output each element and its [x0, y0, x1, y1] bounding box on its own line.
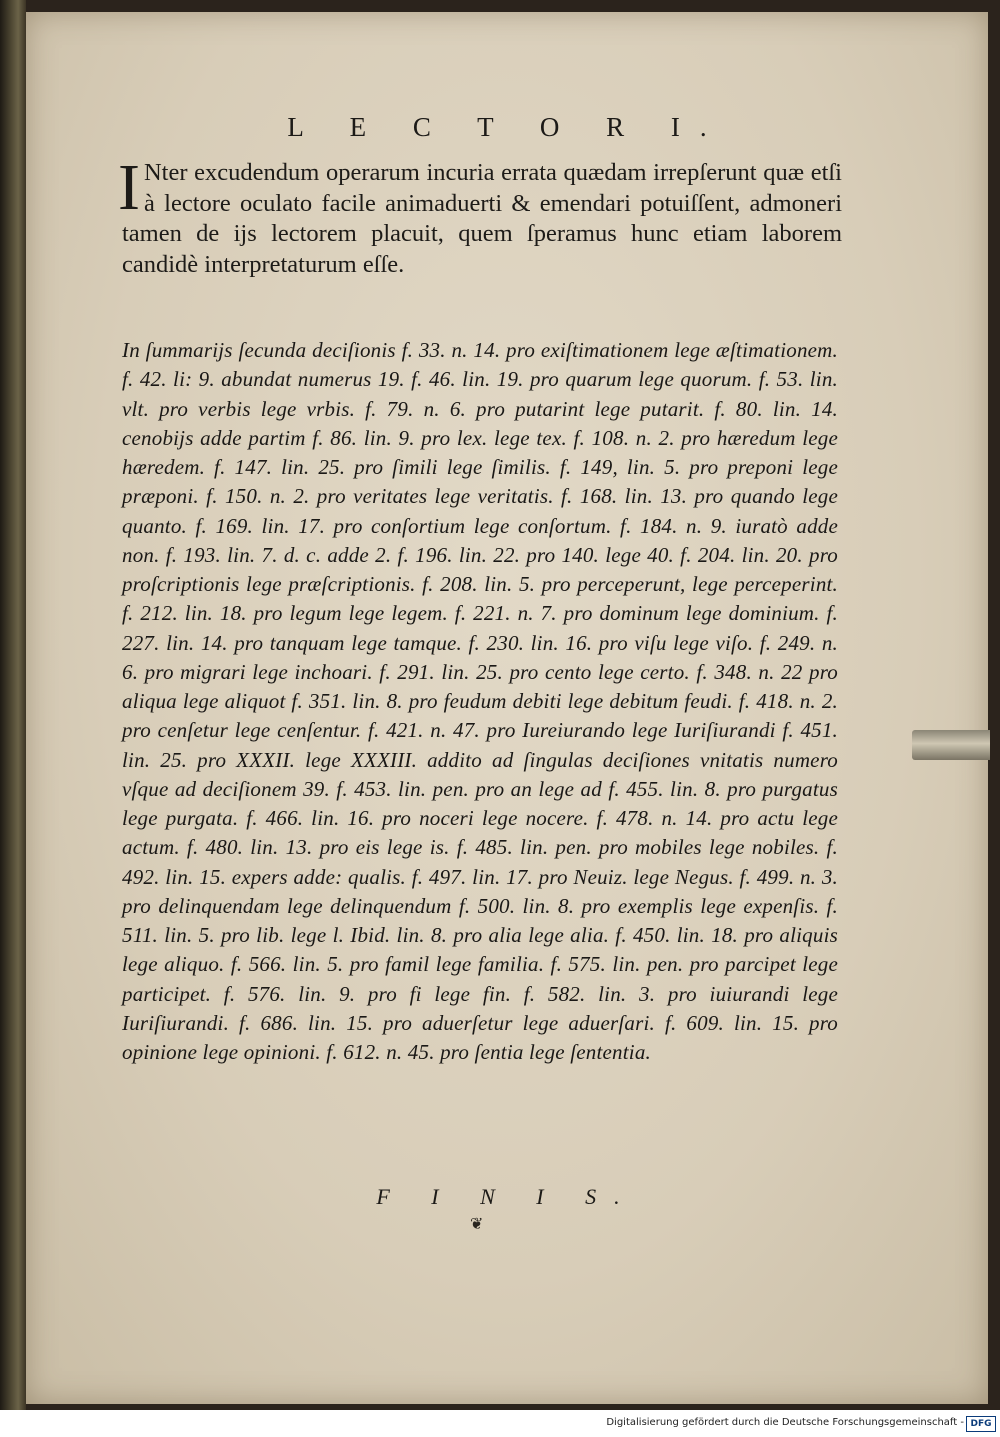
dfg-logo-icon: DFG — [966, 1416, 996, 1432]
paper-tab-scrap — [912, 730, 990, 760]
footer-credit: Digitalisierung gefördert durch die Deutsche Forschungsgemeinschaft - — [606, 1417, 964, 1428]
digitization-footer — [0, 1410, 1000, 1437]
page-title: L E C T O R I. — [287, 112, 727, 142]
drop-initial: I — [118, 151, 140, 224]
closing-finis: F I N I S. — [376, 1184, 638, 1209]
intro-text: Nter excudendum operarum incuria errata quædam irrepſerunt quæ etſi à lectore oculato facile animaduerti & emendari potuiſſent, admoneri tamen de ijs lectorem placuit, quem ſperamus hunc etiam laborem candidè interpretaturum eſſe. — [122, 159, 842, 278]
book-binding — [0, 0, 26, 1410]
intro-paragraph — [118, 151, 842, 280]
errata-list: In ſummarijs ſecunda deciſionis f. 33. n. 14. pro exiſtimationem lege æſtimationem. f. 42. li: 9. abundat numerus 19. f. 46. lin. 19. pro quarum lege quorum. f. 53. lin. vlt. pro verbis lege vrbis. f. 79. n. 6. pro putarint lege putarit. f. 80. lin. 14. cenobijs adde partim f. 86. lin. 9. pro lex. lege tex. f. 108. n. 2. pro hæredum lege hæredem. f. 147. lin. 25. pro ſimili lege ſimilis. f. 149, lin. 5. pro preponi lege præponi. f. 150. n. 2. pro veritates lege veritatis. f. 168. lin. 13. pro quando lege quanto. f. 169. lin. 17. pro conſortium lege conſortum. f. 184. n. 9. iuratò adde non. f. 193. lin. 7. d. c. adde 2. f. 196. lin. 22. pro 140. lege 40. f. 204. lin. 20. pro proſcriptionis lege præſcriptionis. f. 208. lin. 5. pro perceperunt, lege perceperint. f. 212. lin. 18. pro legum lege legem. f. 221. n. 7. pro dominum lege dominium. f. 227. lin. 14. pro tanquam lege tamque. f. 230. lin. 16. pro viſu lege viſo. f. 249. n. 6. pro migrari lege inchoari. f. 291. lin. 25. pro cento lege certo. f. 348. n. 22 pro aliqua lege aliquot f. 351. lin. 8. pro feudum debiti lege debitum feudi. f. 418. n. 2. pro cenſetur lege cenſentur. f. 421. n. 47. pro Iureiurando lege Iuriſiurandi f. 451. lin. 25. pro XXXII. lege XXXIII. addito ad ſingulas deciſiones vnitatis numero vſque ad deciſionem 39. f. 453. lin. pen. pro an lege ad f. 455. lin. 8. pro purgatus lege purgata. f. 466. lin. 16. pro noceri lege nocere. f. 478. n. 14. pro actu lege actum. f. 480. lin. 13. pro eis lege is. f. 485. lin. pen. pro mobiles lege nobiles. f. 492. lin. 15. expers adde: qualis. f. 497. lin. 17. pro Neuiz. lege Negus. f. 499. n. 3. pro delinquendam lege delinquendum f. 500. lin. 8. pro exemplis lege expenſis. f. 511. lin. 5. pro lib. lege l. Ibid. lin. 8. pro alia lege alia. f. 450. lin. 18. pro aliquis lege aliquo. f. 566. lin. 5. pro famil lege familia. f. 575. lin. pen. pro parcipet lege participet. f. 576. lin. 9. pro fi lege fin. f. 582. lin. 3. pro iuiurandi lege Iuriſiurandi. f. 686. lin. 15. pro aduerſetur lege aduerſari. f. 609. lin. 15. pro opinione lege opinioni. f. 612. n. 45. pro ſentia lege ſententia. — [122, 338, 838, 1064]
book-page — [26, 12, 988, 1404]
ornament-icon: ❦ — [470, 1214, 484, 1233]
